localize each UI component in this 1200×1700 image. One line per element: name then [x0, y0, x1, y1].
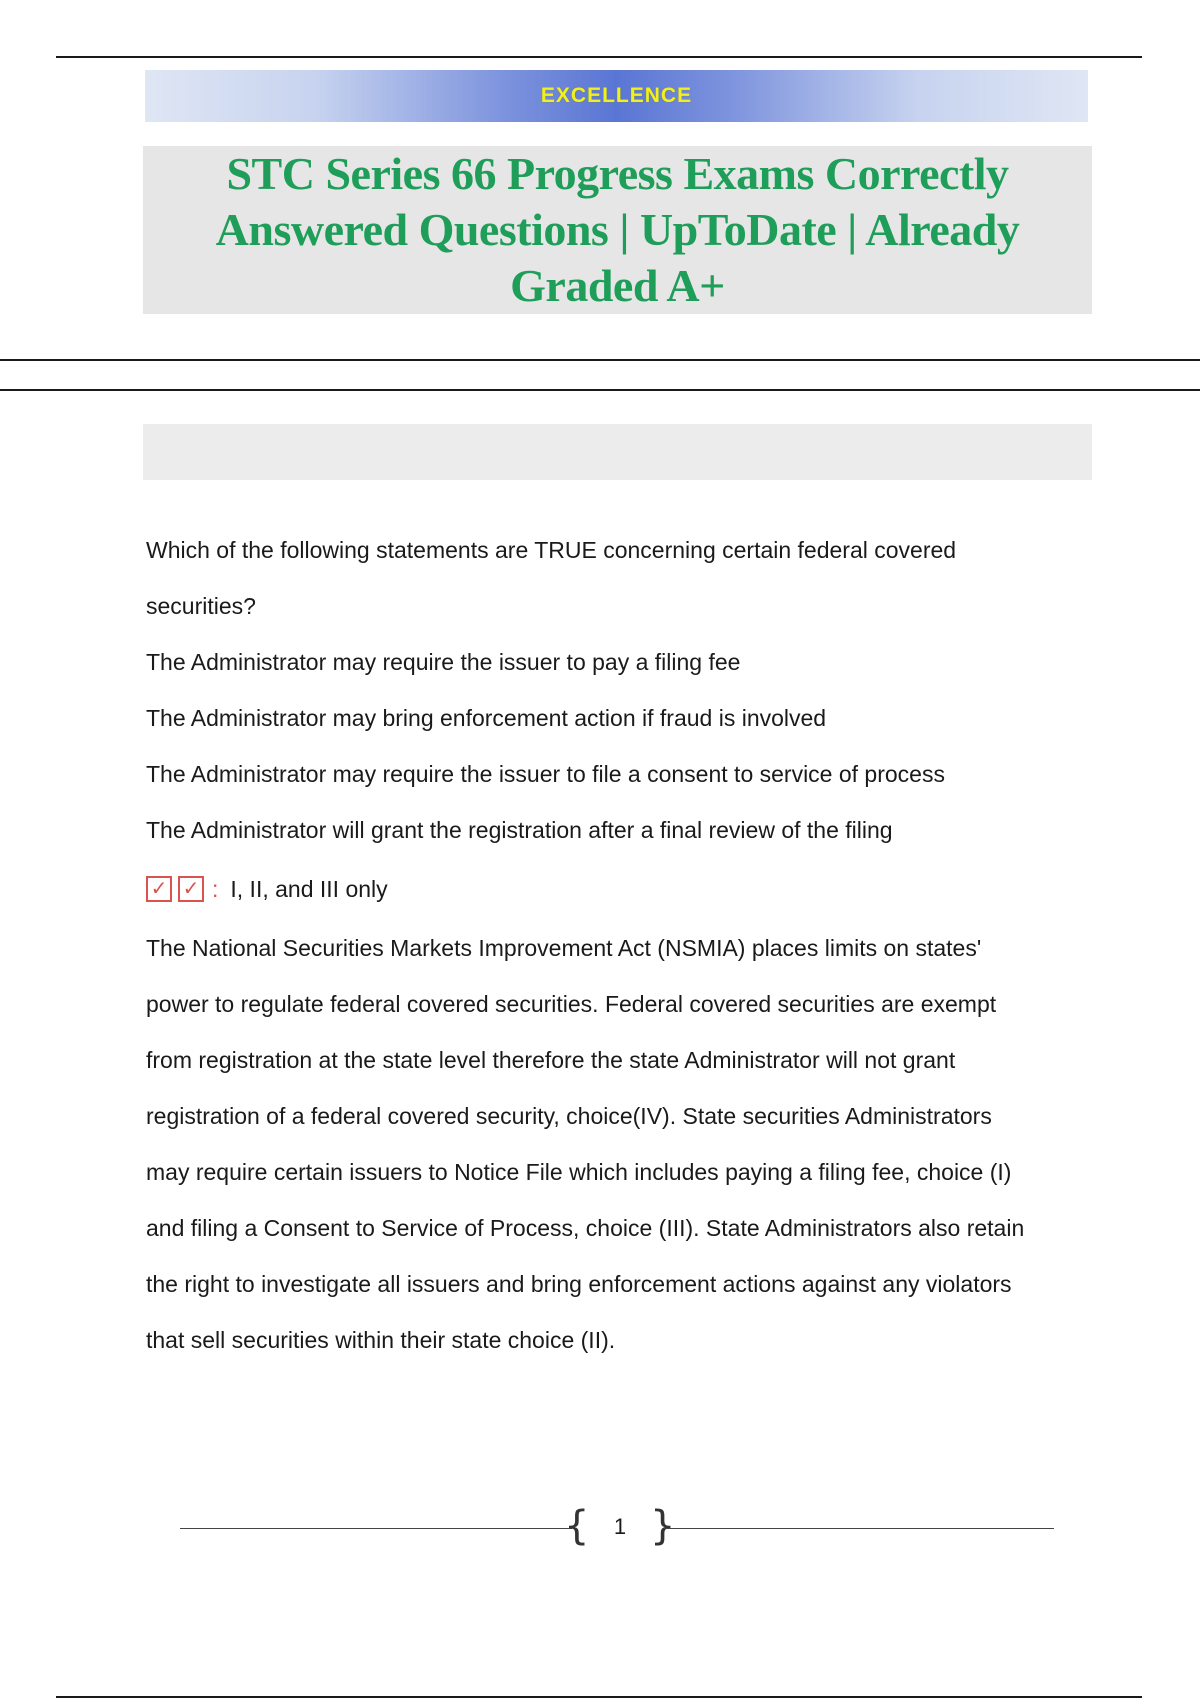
explanation-line-7: the right to investigate all issuers and bring enforcement actions against any violators — [146, 1271, 1012, 1297]
question-block — [146, 522, 1086, 1368]
explanation-line-5: may require certain issuers to Notice File which includes paying a filing fee, choice (I) — [146, 1159, 1012, 1185]
divider-rule-1 — [0, 359, 1200, 361]
left-brace: { — [564, 1503, 590, 1549]
explanation-line-3: from registration at the state level therefore the state Administrator will not grant — [146, 1047, 956, 1073]
option-3: The Administrator may require the issuer to file a consent to service of process — [146, 761, 945, 787]
page-footer — [180, 1500, 1054, 1556]
option-4: The Administrator will grant the registration after a final review of the filing — [146, 817, 893, 843]
question-stem-line-1: Which of the following statements are TRUE concerning certain federal covered — [146, 537, 957, 563]
explanation-line-4: registration of a federal covered security, choice(IV). State securities Administrators — [146, 1103, 992, 1129]
explanation-line-6: and filing a Consent to Service of Process, choice (III). State Administrators also retain — [146, 1215, 1025, 1241]
section-bar — [143, 424, 1092, 480]
answer-row — [146, 858, 1086, 920]
answer-text: I, II, and III only — [230, 876, 388, 902]
footer-rule-right — [664, 1528, 1054, 1529]
title-box — [143, 146, 1092, 314]
document-title: STC Series 66 Progress Exams Correctly Answered Questions | UpToDate | Already Graded A+ — [215, 148, 1020, 311]
banner-label: EXCELLENCE — [540, 84, 693, 107]
checkmark-icon: ✓ — [146, 876, 172, 902]
checkmark-icon: ✓ — [178, 876, 204, 902]
top-rule — [56, 56, 1142, 58]
page-number: 1 — [613, 1514, 627, 1539]
bottom-rule — [56, 1696, 1142, 1698]
answer-separator: : — [212, 876, 219, 902]
option-2: The Administrator may bring enforcement action if fraud is involved — [146, 705, 827, 731]
excellence-banner — [145, 70, 1088, 122]
explanation-line-8: that sell securities within their state choice (II). — [146, 1327, 616, 1353]
footer-rule-left — [180, 1528, 572, 1529]
explanation-line-1: The National Securities Markets Improvement Act (NSMIA) places limits on states' — [146, 935, 982, 961]
explanation-line-2: power to regulate federal covered securities. Federal covered securities are exempt — [146, 991, 997, 1017]
question-stem-line-2: securities? — [146, 593, 256, 619]
option-1: The Administrator may require the issuer to pay a filing fee — [146, 649, 741, 675]
divider-rule-2 — [0, 389, 1200, 391]
right-brace: } — [650, 1503, 676, 1549]
